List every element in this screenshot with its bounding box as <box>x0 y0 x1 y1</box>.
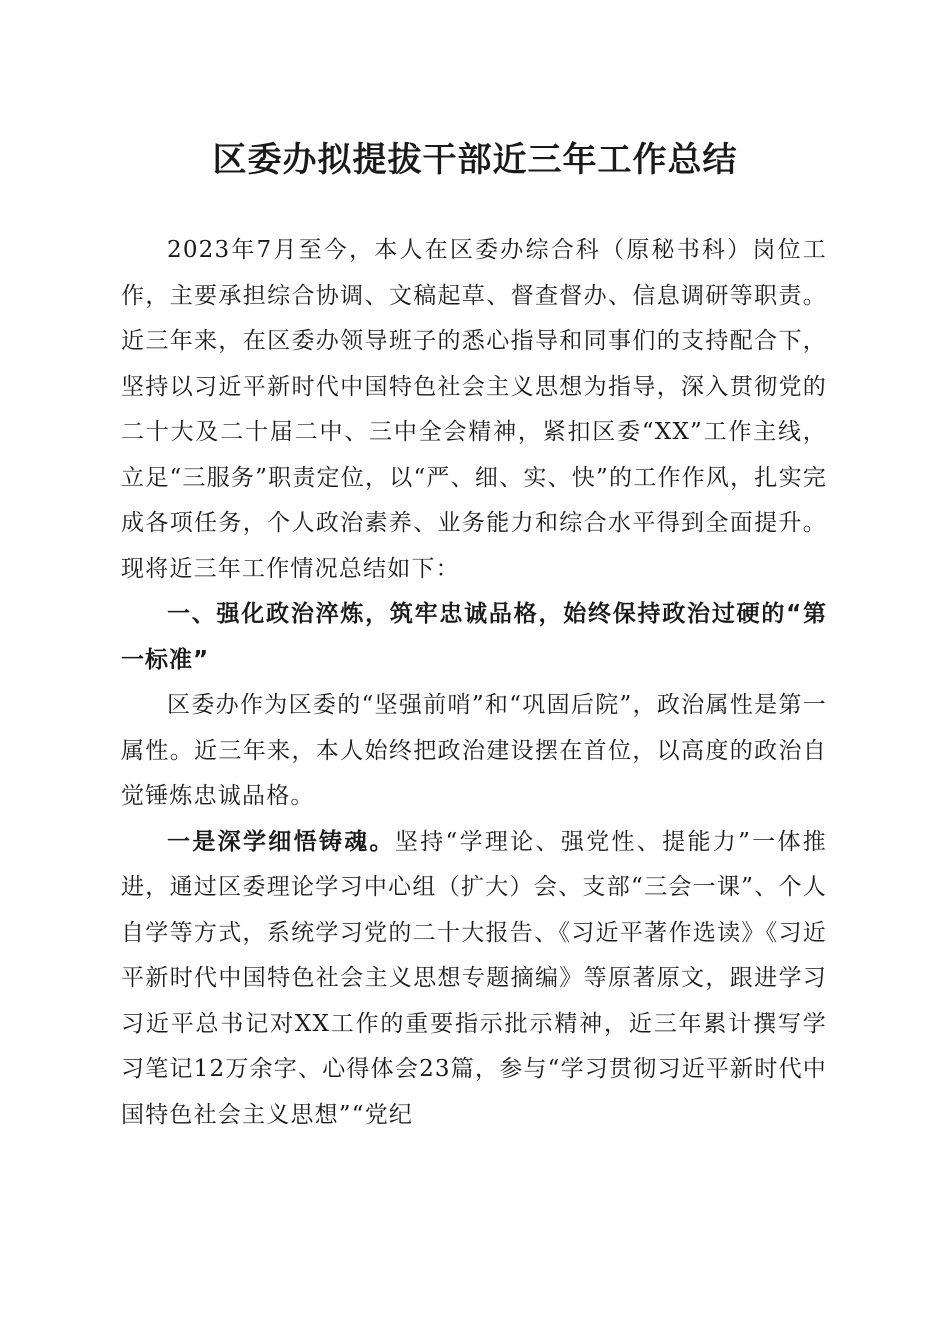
section-1-point-1-paragraph <box>121 820 827 1139</box>
section-1-intro-paragraph: 区委办作为区委的“坚强前哨”和“巩固后院”，政治属性是第一属性。近三年来，本人始终把政治建设摆在首位，以高度的政治自觉锤炼忠诚品格。 <box>121 692 827 809</box>
point-1-lead: 一是深学细悟铸魂。 <box>167 828 395 855</box>
document-title: 区委办拟提拔干部近三年工作总结 <box>212 140 738 180</box>
document-body <box>121 228 827 1138</box>
intro-paragraph: 2023年7月至今，本人在区委办综合科（原秘书科）岗位工作，主要承担综合协调、文稿起草、督查督办、信息调研等职责。近三年来，在区委办领导班子的悉心指导和同事们的支持配合下，坚持以习近平新时代中国特色社会主义思想为指导，深入贯彻党的二十大及二十届二中、三中全会精神，紧扣区委“XX”工作主线，立足“三服务”职责定位，以“严、细、实、快”的工作作风，扎实完成各项任务，个人政治素养、业务能力和综合水平得到全面提升。现将近三年工作情况总结如下： <box>121 237 827 582</box>
section-heading-1: 一、强化政治淬炼，筑牢忠诚品格，始终保持政治过硬的“第一标准” <box>121 601 827 673</box>
point-1-body: 坚持“学理论、强党性、提能力”一体推进，通过区委理论学习中心组（扩大）会、支部“三会一课”、个人自学等方式，系统学习党的二十大报告、《习近平著作选读》《习近平新时代中国特色社会主义思想专题摘编》等原著原文，跟进学习习近平总书记对XX工作的重要指示批示精神，近三年累计撰写学习笔记12万余字、心得体会23篇，参与“学习贯彻习近平新时代中国特色社会主义思想”“党纪 <box>121 828 827 1128</box>
